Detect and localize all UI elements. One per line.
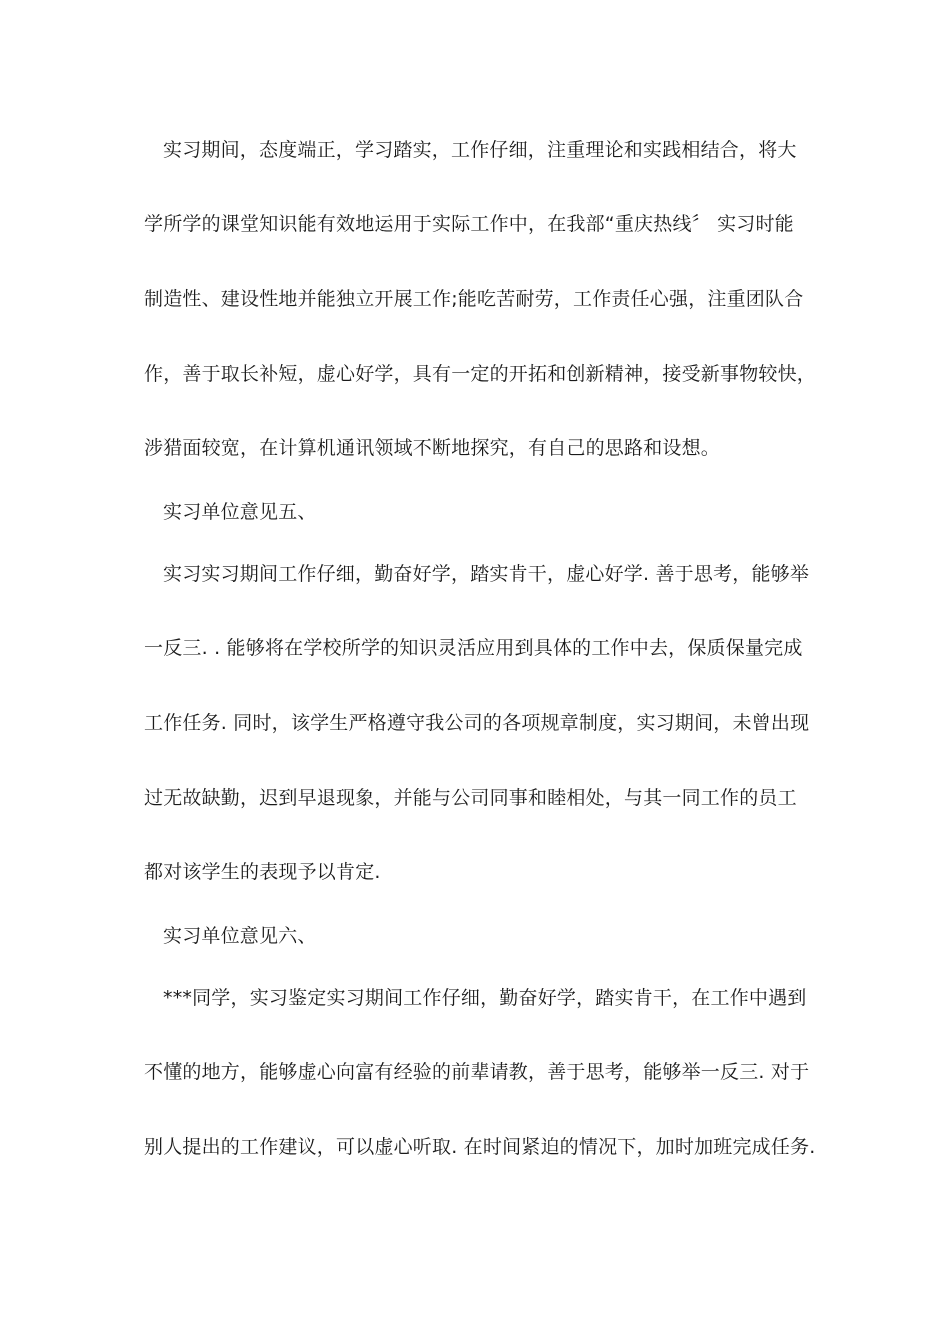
paragraph-line: 涉猎面较宽，在计算机通讯领域不断地探究，有自己的思路和设想。 [144, 437, 721, 459]
paragraph-line: 学所学的课堂知识能有效地运用于实际工作中，在我部“重庆热线〞 实习时能 [144, 213, 794, 235]
paragraph-line: 不懂的地方，能够虚心向富有经验的前辈请教，善于思考，能够举一反三. 对于 [144, 1061, 810, 1083]
section-heading: 实习单位意见六、 [163, 925, 317, 947]
paragraph-line: 一反三. . 能够将在学校所学的知识灵活应用到具体的工作中去，保质保量完成 [144, 637, 803, 659]
paragraph-line: 工作任务. 同时，该学生严格遵守我公司的各项规章制度，实习期间，未曾出现 [144, 712, 810, 734]
paragraph-line: 作，善于取长补短，虚心好学，具有一定的开拓和创新精神，接受新事物较快， [144, 363, 817, 385]
paragraph-line: ***同学，实习鉴定实习期间工作仔细，勤奋好学，踏实肯干，在工作中遇到 [163, 987, 807, 1009]
paragraph-line: 实习实习期间工作仔细，勤奋好学，踏实肯干，虚心好学. 善于思考，能够举 [163, 563, 810, 585]
paragraph-line: 别人提出的工作建议，可以虚心听取. 在时间紧迫的情况下，加时加班完成任务. [144, 1136, 816, 1158]
paragraph-line: 过无故缺勤，迟到早退现象，并能与公司同事和睦相处，与其一同工作的员工 [144, 787, 797, 809]
paragraph-line: 实习期间，态度端正，学习踏实，工作仔细，注重理论和实践相结合，将大 [163, 139, 797, 161]
paragraph-line: 制造性、建设性地并能独立开展工作;能吃苦耐劳，工作责任心强，注重团队合 [144, 288, 804, 310]
section-heading: 实习单位意见五、 [163, 501, 317, 523]
paragraph-line: 都对该学生的表现予以肯定. [144, 861, 381, 883]
